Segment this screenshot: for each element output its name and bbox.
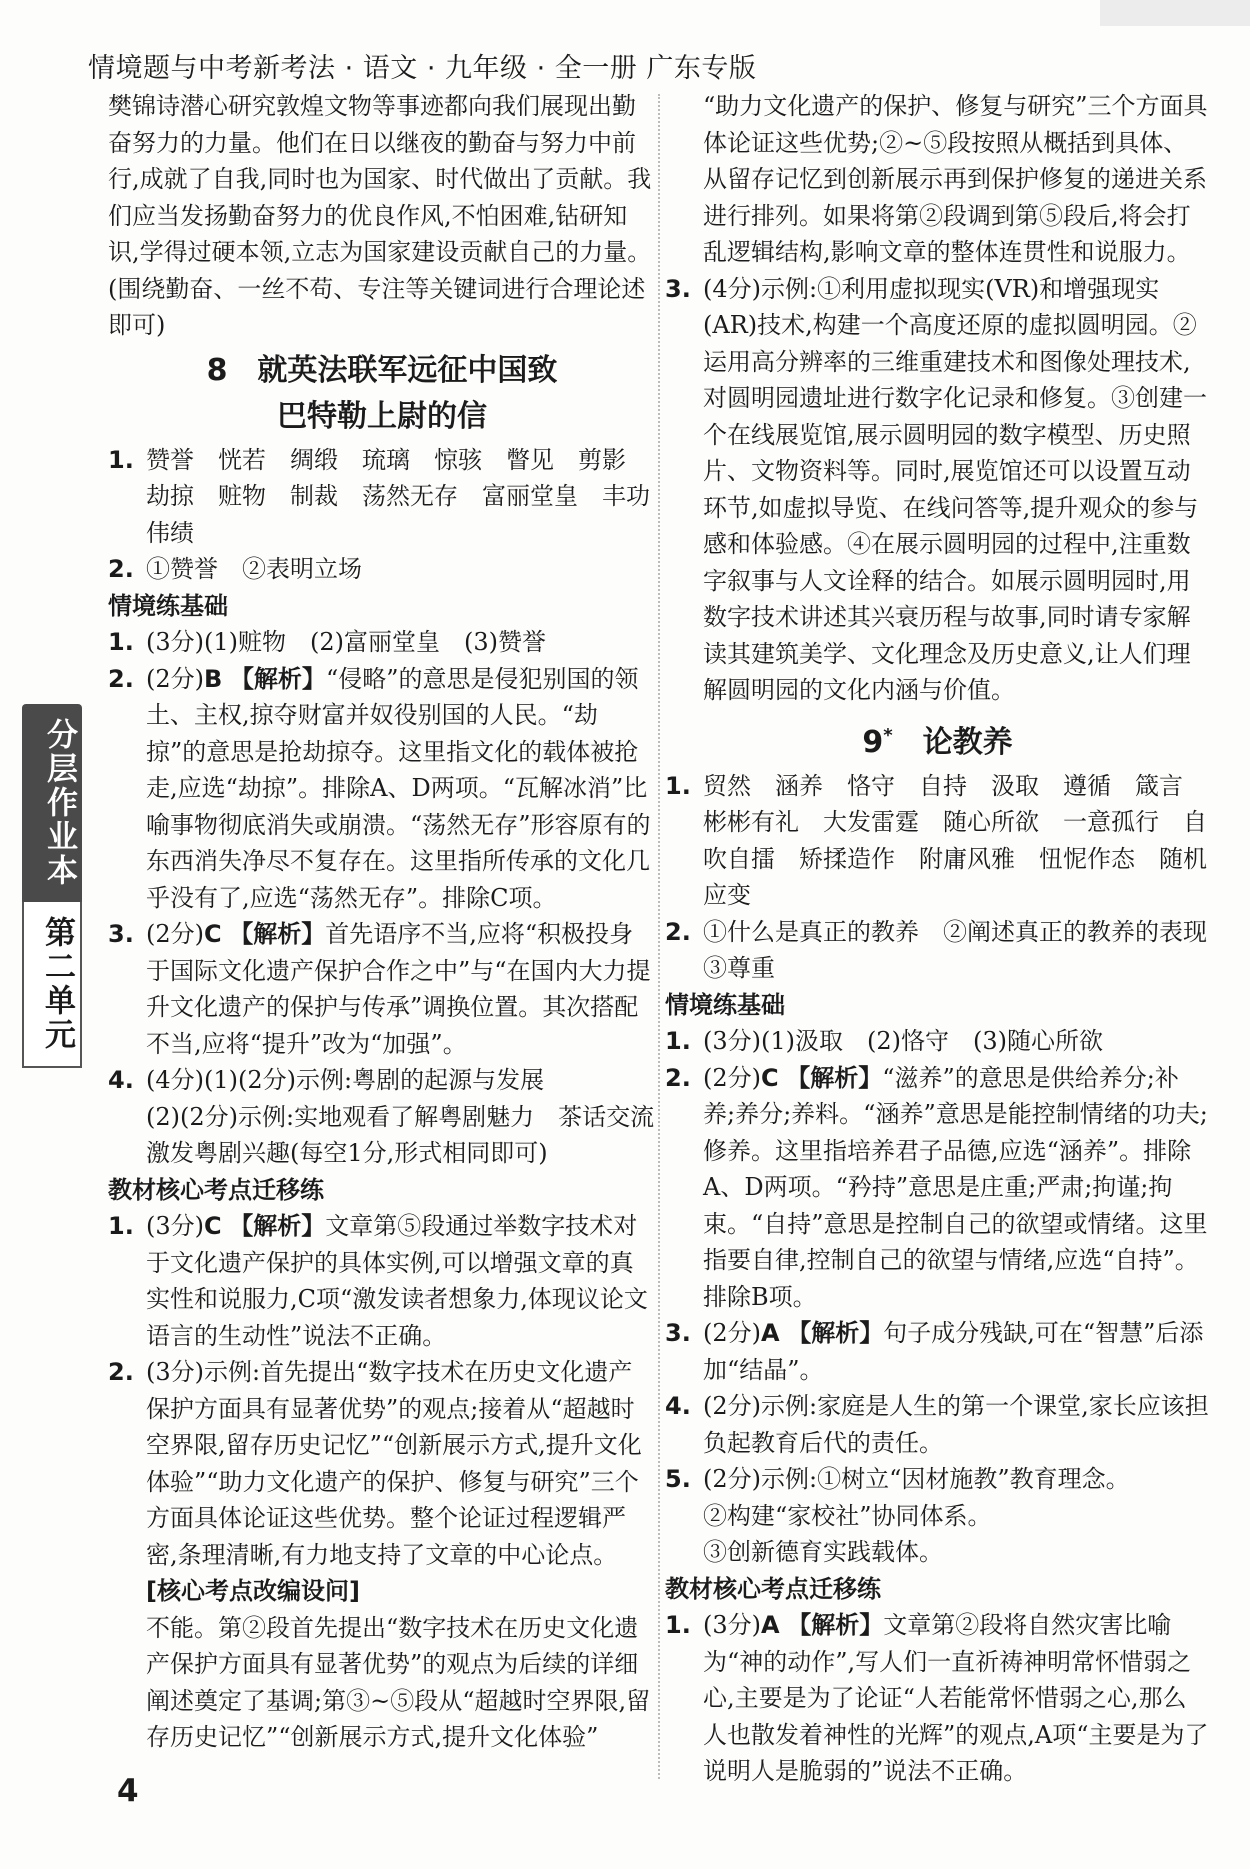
running-header: 情境题与中考新考法 · 语文 · 九年级 · 全一册 广东专版 bbox=[88, 53, 757, 84]
lesson9-section-heading-basics: 情境练基础 bbox=[665, 990, 785, 1019]
core-adapted-question-tag: [核心考点改编设问] bbox=[146, 1577, 360, 1605]
lesson9-basics-4: 4. (2分)示例:家庭是人生的第一个课堂,家长应该担负起教育后代的责任。 bbox=[665, 1392, 1209, 1457]
side-tabs bbox=[22, 704, 82, 1068]
lesson9-basics-5-line3: ③创新德育实践载体。 bbox=[703, 1538, 943, 1566]
lesson9-basics-3: 3. (2分)A 【解析】句子成分残缺,可在“智慧”后添加“结晶”。 bbox=[665, 1319, 1204, 1384]
section-heading-basics: 情境练基础 bbox=[108, 591, 228, 620]
section-heading-core: 教材核心考点迁移练 bbox=[108, 1175, 324, 1204]
basics-answer-4-part2: (2)(2分)示例:实地观看了解粤剧魅力 茶话交流激发粤剧兴趣(每空1分,形式相同即可) bbox=[146, 1102, 655, 1167]
basics-answer-3: 3. (2分)C 【解析】首先语序不当,应将“积极投身于国际文化遗产保护合作之中”与“在国内大力提升文化遗产的保护与传承”调换位置。其次搭配不当,应将“提升”改为“加强”。 bbox=[108, 920, 651, 1058]
lesson-8-title-line2: 巴特勒上尉的信 bbox=[277, 398, 487, 434]
lesson9-vocab-1: 1. 贸然 涵养 恪守 自持 汲取 遵循 箴言 彬彬有礼 大发雷霆 随心所欲 一意孤行 自吹自擂 矫揉造作 附庸风雅 忸怩作态 随机应变 bbox=[665, 771, 1207, 909]
top-edge-shade bbox=[1100, 0, 1250, 26]
lesson9-vocab-2: 2. ①什么是真正的教养 ②阐述真正的教养的表现 ③尊重 bbox=[665, 917, 1231, 982]
lesson9-basics-2: 2. (2分)C 【解析】“滋养”的意思是供给养分;补养;养分;养料。“涵养”意思是能控制情绪的功夫;修养。这里指培养君子品德,应选“涵养”。排除A、D两项。“矜持”意思是庄重;严肃;拘谨;拘束。“自持”意思是控制自己的欲望或情绪。这里指要自律,控制自己的欲望与情绪,应选“自持”。排除B项。 bbox=[665, 1063, 1208, 1311]
continued-answer: “助力文化遗产的保护、修复与研究”三个方面具体论证这些优势;②~⑤段按照从概括到具体、从留存记忆到创新展示再到保护修复的递进关系进行排列。如果将第②段调到第⑤段后,将会打乱逻辑结构,影响文章的整体连贯性和说服力。 bbox=[703, 92, 1208, 266]
lesson-8-title bbox=[108, 348, 656, 440]
core-answer-2: 2. (3分)示例:首先提出“数字技术在历史文化遗产保护方面具有显著优势”的观点;接着从“超越时空界限,留存历史记忆”“创新展示方式,提升文化体验”“助力文化遗产的保护、修复与研究”三个方面具体论证这些优势。整个论证过程逻辑严密,条理清晰,有力地支持了文章的中心论点。 bbox=[108, 1358, 642, 1569]
side-tab-unit: 第二单元 bbox=[22, 902, 82, 1068]
lesson9-basics-5: 5. (2分)示例:①树立“因材施教”教育理念。 bbox=[665, 1465, 1130, 1493]
lesson9-core-1: 1. (3分)A 【解析】文章第②段将自然灾害比喻为“神的动作”,写人们一直祈祷神明常怀惜弱之心,主要是为了论证“人若能常怀惜弱之心,那么人也散发着神性的光辉”的观点,A项“主要是为了说明人是脆弱的”说法不正确。 bbox=[665, 1611, 1209, 1785]
intro-paragraph: 樊锦诗潜心研究敦煌文物等事迹都向我们展现出勤奋努力的力量。他们在日以继夜的勤奋与努力中前行,成就了自我,同时也为国家、时代做出了贡献。我们应当发扬勤奋努力的优良作风,不怕困难,钻研知识,学得过硬本领,立志为国家建设贡献自己的力量。(围绕勤奋、一丝不苟、专注等关键词进行合理论述即可) bbox=[108, 92, 652, 339]
lesson9-basics-5-line2: ②构建“家校社”协同体系。 bbox=[703, 1501, 992, 1530]
side-tab-homework: 分层作业本 bbox=[22, 704, 82, 902]
vocab-item-2: 2. ①赞誉 ②表明立场 bbox=[108, 555, 362, 583]
lesson9-section-heading-core: 教材核心考点迁移练 bbox=[665, 1574, 881, 1603]
lesson-8-title-line1: 8 就英法联军远征中国致 bbox=[206, 352, 558, 388]
basics-answer-1: 1. (3分)(1)赃物 (2)富丽堂皇 (3)赞誉 bbox=[108, 628, 546, 656]
page-number: 4 bbox=[117, 1773, 139, 1809]
right-column bbox=[665, 88, 1231, 1790]
lesson9-basics-1: 1. (3分)(1)汲取 (2)恪守 (3)随心所欲 bbox=[665, 1027, 1103, 1055]
vocab-item-1: 1. 赞誉 恍若 绸缎 琉璃 惊骇 瞥见 剪影 劫掠 赃物 制裁 荡然无存 富丽堂皇 丰功伟绩 bbox=[108, 445, 650, 547]
basics-answer-2: 2. (2分)B 【解析】“侵略”的意思是侵犯别国的领土、主权,掠夺财富并奴役别国的人民。“劫掠”的意思是抢劫掠夺。这里指文化的载体被抢走,应选“劫掠”。排除A、D两项。“瓦解冰消”比喻事物彻底消失或崩溃。“荡然无存”形容原有的东西消失净尽不复存在。这里指所传承的文化几乎没有了,应选“荡然无存”。排除C项。 bbox=[108, 664, 651, 912]
basics-answer-4: 4. (4分)(1)(2分)示例:粤剧的起源与发展 bbox=[108, 1066, 545, 1094]
left-column bbox=[108, 88, 656, 1756]
core-answer-1: 1. (3分)C 【解析】文章第⑤段通过举数字技术对于文化遗产保护的具体实例,可以增强文章的真实性和说服力,C项“激发读者想象力,体现议论文语言的生动性”说法不正确。 bbox=[108, 1212, 648, 1350]
core-adapted-answer: 不能。第②段首先提出“数字技术在历史文化遗产保护方面具有显著优势”的观点为后续的详细阐述奠定了基调;第③~⑤段从“超越时空界限,留存历史记忆”“创新展示方式,提升文化体验” bbox=[146, 1613, 651, 1751]
lesson-9-title: 9* 论教养 bbox=[862, 724, 1013, 760]
column-divider bbox=[658, 94, 660, 1779]
core-answer-3: 3. (4分)示例:①利用虚拟现实(VR)和增强现实(AR)技术,构建一个高度还原的虚拟圆明园。②运用高分辨率的三维重建技术和图像处理技术,对圆明园遗址进行数字化记录和修复。③创建一个在线展览馆,展示圆明园的数字模型、历史照片、文物资料等。同时,展览馆还可以设置互动环节,如虚拟导览、在线问答等,提升观众的参与感和体验感。④在展示圆明园的过程中,注重数字叙事与人文诠释的结合。如展示圆明园时,用数字技术讲述其兴衰历程与故事,同时请专家解读其建筑美学、文化理念及历史意义,让人们理解圆明园的文化内涵与价值。 bbox=[665, 274, 1207, 704]
